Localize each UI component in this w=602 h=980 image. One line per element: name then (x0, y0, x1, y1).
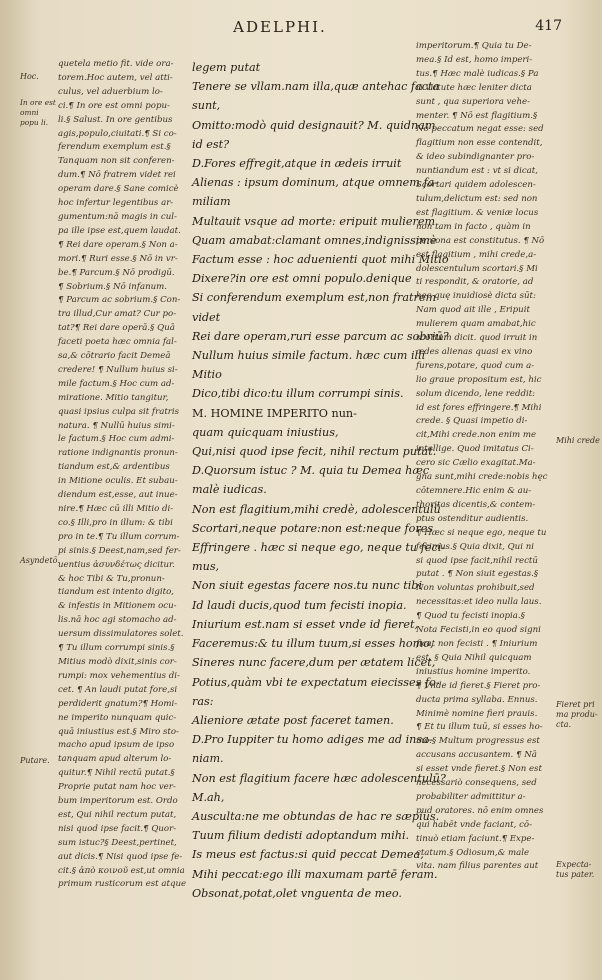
commentary-line: Nota Fecisti,in eo quod signi (416, 625, 541, 636)
commentary-line: dum.¶ Nō fratrem videt rei (58, 170, 176, 181)
verse-line: Non siuit egestas facere nos.tu nunc tibi (192, 579, 423, 593)
commentary-line: ducta prima syllaba. Ennus. (416, 694, 538, 705)
margin-note-right: Mihi crede (556, 436, 600, 445)
verse-line: id est? (192, 137, 230, 151)
commentary-line: credere! ¶ Nullum huius si- (58, 364, 178, 375)
verse-line: Iniurium est.nam si esset vnde id fieret, (192, 617, 419, 631)
verse-line: videt (192, 310, 221, 324)
verse-line: malè iudicas. (192, 483, 267, 497)
commentary-line: id est fores effringere.¶ Mihi (416, 402, 542, 413)
commentary-line: tat?¶ Rei dare operā.§ Quā (58, 323, 175, 334)
verse-line: Omitto:modò quid designauit? M. quidnam (192, 118, 436, 132)
commentary-line: sa,& cōtrario facit Demeā (58, 351, 171, 362)
commentary-line: furens,potare, quod cum a- (416, 360, 535, 371)
commentary-line: Minimè nomine fieri prauis. (416, 708, 538, 719)
commentary-line: necessitas:et ideo nulla laus. (416, 597, 542, 608)
verse-line: Dico,tibi dico:tu illum corrumpi sinis. (192, 387, 404, 401)
commentary-line: li.§ Salust. In ore gentibus (58, 114, 173, 125)
commentary-line: & hoc Tibi & Tu,pronun- (58, 573, 165, 584)
verse-line: Is meus est factus:si quid peccat Demea, (192, 848, 424, 862)
commentary-line: ¶ Quod tu fecisti inopia.§ (416, 611, 525, 622)
commentary-line: tiandum est intento digito, (58, 587, 175, 598)
verse-line: Dixere?in ore est omni populo.denique (192, 272, 412, 286)
commentary-line: mile factum.§ Hoc cum ad- (58, 378, 175, 389)
commentary-line: quā iniustius est.§ Miro sto- (58, 726, 179, 737)
commentary-line: quasi ipsius culpa sit fratris (58, 406, 180, 417)
commentary-line: thoritas dicentis,& contem- (416, 499, 536, 510)
commentary-line: & infestis in Mitionem ocu- (58, 601, 177, 612)
commentary-line: quetela metio fit. vide ora- (58, 59, 174, 69)
commentary-line: tiandum est,& ardentibus (58, 462, 170, 473)
verse-line: Alieniore ætate post faceret tamen. (192, 713, 394, 727)
commentary-line: lis.nā hoc agi stomacho ad- (58, 615, 177, 626)
commentary-line: sunt , qua superiora vehe- (416, 96, 531, 107)
margin-note-right: Expecta-tus pater. (556, 860, 595, 879)
margin-note-right: Fieret pri ma produ-cta. (556, 700, 598, 729)
commentary-line: Scortari quidem adolescen- (416, 180, 536, 191)
commentary-line: crede. § Quasi impetio di- (416, 416, 528, 427)
verse-line: Alienas : ipsum dominum, atque omnem fa- (192, 176, 439, 190)
commentary-line: ¶ Et tu illum tuū, si esses ho- (416, 722, 543, 733)
commentary-line: iniustius homine imperito. (416, 666, 531, 677)
right-commentary-column (416, 40, 554, 874)
commentary-line: hoc infertur legentibus ar- (58, 198, 174, 209)
commentary-line: pa ille ipse est,quem laudat. (58, 225, 181, 236)
verse-line: ras: (192, 694, 214, 708)
verse-line: sunt, (192, 99, 221, 113)
commentary-line: est flagitium. & veniæ locus (416, 207, 539, 218)
commentary-line: co.§ Illi,pro in illum: & tibi (58, 517, 173, 528)
commentary-line: ¶ Sobrium.§ Nō infanum. (58, 281, 168, 292)
commentary-line: operam dare.§ Sane comicè (58, 184, 179, 195)
verse-line: Multauit vsque ad morte: eripuit mulierem (192, 214, 436, 228)
commentary-line: bum imperitorum est. Ordo (58, 796, 178, 807)
verse-line: Potius,quàm vbi te expectatum eiecisses fo- (192, 675, 440, 689)
commentary-line: Tanquam non sit conferen- (58, 156, 175, 167)
verse-line: Non est flagitium facere hæc adolescentulū? (192, 771, 446, 785)
main-verse-text (192, 58, 449, 903)
commentary-line: gumentum:nā magis in cul- (58, 211, 177, 222)
verse-line: M. HOMINE IMPERITO nun- (192, 406, 357, 420)
commentary-line: faceti poeta hæc omnia fal- (58, 337, 177, 348)
commentary-line: imperitorum.¶ Quia tu De- (416, 41, 532, 51)
commentary-line: vita. nam filius parentes aut (416, 861, 539, 872)
verse-line: D.Pro Iuppiter tu homo adiges me ad insa- (192, 733, 433, 747)
commentary-line: cet. ¶ An laudi putat fore,si (58, 684, 178, 695)
verse-line: Factum esse : hoc aduenienti quot mihi Mitio (192, 253, 449, 267)
commentary-line: Nō peccatum negat esse: sed (416, 124, 544, 135)
commentary-line: hęc quę inuidiosè dicta sūt: (416, 291, 536, 302)
commentary-line: solum dicendo, lene reddit: (416, 388, 536, 399)
commentary-line: agis,populo,ciuitati.¶ Si co- (58, 128, 177, 139)
commentary-line: ci.¶ In ore est omni popu- (58, 100, 170, 111)
commentary-line: dolescentulum scortari.§ Mi (416, 263, 538, 274)
verse-line: miliam (192, 195, 231, 209)
verse-line: niam. (192, 752, 224, 766)
commentary-line: Nam quod ait ille , Eripuit (416, 305, 530, 316)
verse-line: D.Fores effregit,atque in ædeis irruit (192, 157, 402, 171)
commentary-line: cōtemnere.Hic enim & au- (416, 486, 532, 496)
commentary-line: probabiliter admittitur a- (416, 791, 526, 802)
verse-line: Effringere . hæc si neque ego, neque tu feci- (192, 541, 446, 555)
commentary-line: Proprie putat nam hoc ver- (58, 782, 176, 793)
commentary-line: gna sunt,mihi crede:nobis hęc (416, 472, 548, 483)
commentary-line: si esset vnde fieret.§ Non est (416, 764, 542, 775)
commentary-line: mulierem quam amabat,hic (416, 319, 536, 330)
verse-line: Scortari,neque potare:non est:neque fores (192, 521, 434, 535)
commentary-line: tanquam apud alterum lo- (58, 754, 172, 765)
commentary-line: ferendum exemplum est.§ (58, 142, 171, 153)
commentary-line: aut dicis.¶ Nisi quod ipse fe- (58, 851, 183, 862)
commentary-line: cero sic Cælio exagitat.Ma- (416, 458, 536, 469)
commentary-line: nire.¶ Hæc cū illi Mitio di- (58, 504, 174, 514)
running-title: ADELPHI. (233, 18, 327, 36)
commentary-line: torem.Hoc autem, vel atti- (58, 72, 173, 83)
commentary-line: nuntiandum est : vt si dicat, (416, 166, 538, 177)
commentary-line: uersum dissimulatores solet. (58, 629, 184, 640)
commentary-line: tus.¶ Hæc malè iudicas.§ Pa (416, 68, 539, 79)
commentary-line: pi sinis.§ Deest,nam,sed fer- (58, 545, 181, 556)
commentary-line: Non voluntas prohibuit,sed (416, 583, 535, 594)
commentary-line: si quod ipse facit,nihil rectū (416, 555, 538, 566)
commentary-line: cit.§ ἀπὸ κοινοῦ est,ut omnia (58, 865, 185, 876)
margin-note-left: Putare. (20, 756, 50, 765)
commentary-line: ti respondit, & oratorie, ad (416, 277, 534, 288)
verse-line: M.ah, (192, 790, 225, 804)
commentary-line: non tam in facto , quàm in (416, 221, 531, 232)
verse-line: Id laudi ducis,quod tum fecisti inopia. (192, 598, 407, 612)
verse-line: Obsonat,potat,olet vnguenta de meo. (192, 886, 402, 900)
commentary-line: fecimus.§ Quia dixit, Qui ni (416, 541, 534, 552)
commentary-line: ædes alienas quasi ex vino (416, 346, 533, 357)
commentary-line: intellige. Quod imitatus Ci- (416, 444, 534, 455)
commentary-line: mo.§ Multum progressus est (416, 736, 540, 747)
commentary-line: pud oratores. nō enim omnes (416, 805, 544, 816)
commentary-line: menter. ¶ Nō est flagitium.§ (416, 110, 538, 121)
verse-line: Nullum huius simile factum. hæc cum illi (192, 349, 426, 363)
commentary-line: est. § Quia Nihil quicquam (416, 652, 532, 663)
commentary-line: ne imperito nunquam quic- (58, 712, 177, 723)
commentary-line: est flagitium , mihi crede,a- (416, 249, 537, 260)
commentary-line: ficat non fecisti . ¶ Iniurium (416, 638, 538, 649)
commentary-line: tinuò etiam faciunt.¶ Expe- (416, 833, 535, 844)
verse-line: quam quicquam iniustius, (192, 425, 339, 439)
commentary-line: perdiderit gnatum?¶ Homi- (58, 698, 178, 709)
verse-line: Qui,nisi quod ipse fecit, nihil rectum putat. (192, 445, 437, 459)
commentary-line: quitur.¶ Nihil rectū putat.§ (58, 768, 175, 779)
commentary-line: ri virtute hæc leniter dicta (416, 82, 532, 93)
margin-note-left: In ore est omni popu li. (20, 98, 56, 127)
commentary-line: natura. ¶ Nullū huius simi- (58, 420, 175, 431)
verse-line: legem putat (192, 61, 261, 74)
verse-line: Si conferendum exemplum est,non fratrem (192, 291, 437, 305)
commentary-line: lio graue propositum est, hic (416, 374, 542, 385)
commentary-line: uentius ἀσυνδέτως dicitur. (58, 559, 175, 570)
commentary-line: necessariò consequens, sed (416, 778, 537, 789)
verse-line: mus, (192, 560, 220, 574)
commentary-line: ¶ Rei dare operam.§ Non a- (58, 239, 178, 250)
commentary-line: ¶ Hæc si neque ego, neque tu (416, 527, 547, 538)
commentary-line: pro in te.¶ Tu illum corrum- (58, 531, 180, 542)
commentary-line: sum istuc?§ Deest,pertinet, (58, 837, 177, 848)
commentary-line: mea.§ Id est, homo imperi- (416, 54, 533, 65)
verse-line: Mitio (192, 368, 222, 382)
commentary-line: culus, vel aduerbium lo- (58, 86, 163, 97)
verse-line: Ausculta:ne me obtundas de hac re sæpius. (192, 809, 440, 823)
commentary-line: primum rusticorum est atque (58, 879, 187, 890)
verse-line: Mihi peccat:ego illi maxumam partē feram. (192, 867, 438, 881)
verse-line: D.Quorsum istuc ? M. quia tu Demea hæc (192, 464, 430, 478)
verse-line: Quam amabat:clamant omnes,indignissimè (192, 233, 437, 247)
margin-note-left: Hoc. (20, 72, 39, 81)
commentary-line: ptus ostenditur audientis. (416, 513, 529, 524)
commentary-line: ctatum.§ Odiosum,& male (416, 847, 530, 858)
commentary-line: qui habēt vnde faciant, cō- (416, 819, 532, 830)
commentary-line: le factum.§ Hoc cum admi- (58, 434, 175, 445)
commentary-line: rumpi: mox vehementius di- (58, 670, 180, 681)
commentary-line: miratione. Mitio tangitur, (58, 392, 169, 403)
commentary-line: macho apud ipsum de ipso (58, 740, 175, 751)
commentary-line: ratione indignantis pronun- (58, 448, 178, 459)
commentary-line: be.¶ Parcum.§ Nō prodigū. (58, 267, 175, 278)
commentary-line: ¶ Tu illum corrumpi sinis.§ (58, 643, 175, 654)
commentary-line: tra illud,Cur amat? Cur po- (58, 309, 177, 320)
commentary-line: in Mitione oculis. Et subau- (58, 476, 178, 487)
verse-line: Tenere se vllam.nam illa,quæ antehac facta (192, 80, 440, 94)
verse-line: Tuum filium dedisti adoptandum mihi. (192, 829, 410, 843)
page-number: 417 (535, 18, 562, 34)
verse-line: Sineres nunc facere,dum per ætatem licet, (192, 656, 436, 670)
commentary-line: ¶ Parcum ac sobrium.§ Con- (58, 295, 181, 306)
commentary-line: & ideo subindignanter pro- (416, 152, 535, 163)
commentary-line: ¶ Vnde id fieret.§ Fieret pro- (416, 680, 541, 691)
commentary-line: flagitium non esse contendit, (416, 138, 543, 149)
commentary-line: est, Qui nihil rectum putat, (58, 809, 177, 820)
commentary-line: accusans accusantem. ¶ Nā (416, 750, 537, 761)
commentary-line: diendum est,esse, aut inue- (58, 490, 178, 501)
commentary-line: persona est constitutus. ¶ Nō (416, 235, 545, 246)
commentary-line: cit,Mihi crede.non enim me (416, 430, 537, 441)
commentary-line: Mitius modò dixit,sinis cor- (58, 656, 177, 667)
page-header (0, 18, 600, 40)
verse-line: Non est flagitium,mihi credè, adolescentulū (192, 502, 441, 516)
margin-note-left: Asyndetō. (20, 556, 60, 565)
commentary-line: nisi quod ipse facit.¶ Quor- (58, 823, 177, 834)
commentary-line: scortum dicit. quod irruit in (416, 333, 538, 344)
commentary-line: mori.¶ Ruri esse.§ Nō in vr- (58, 253, 178, 264)
commentary-line: tulum,delictum est: sed non (416, 193, 538, 204)
verse-line: Rei dare operam,ruri esse parcum ac sobriū? (192, 329, 449, 343)
left-commentary-column (58, 58, 192, 892)
commentary-line: putat . ¶ Non siuit egestas.§ (416, 569, 539, 580)
verse-line: Faceremus:& tu illum tuum,si esses homo, (192, 637, 434, 651)
